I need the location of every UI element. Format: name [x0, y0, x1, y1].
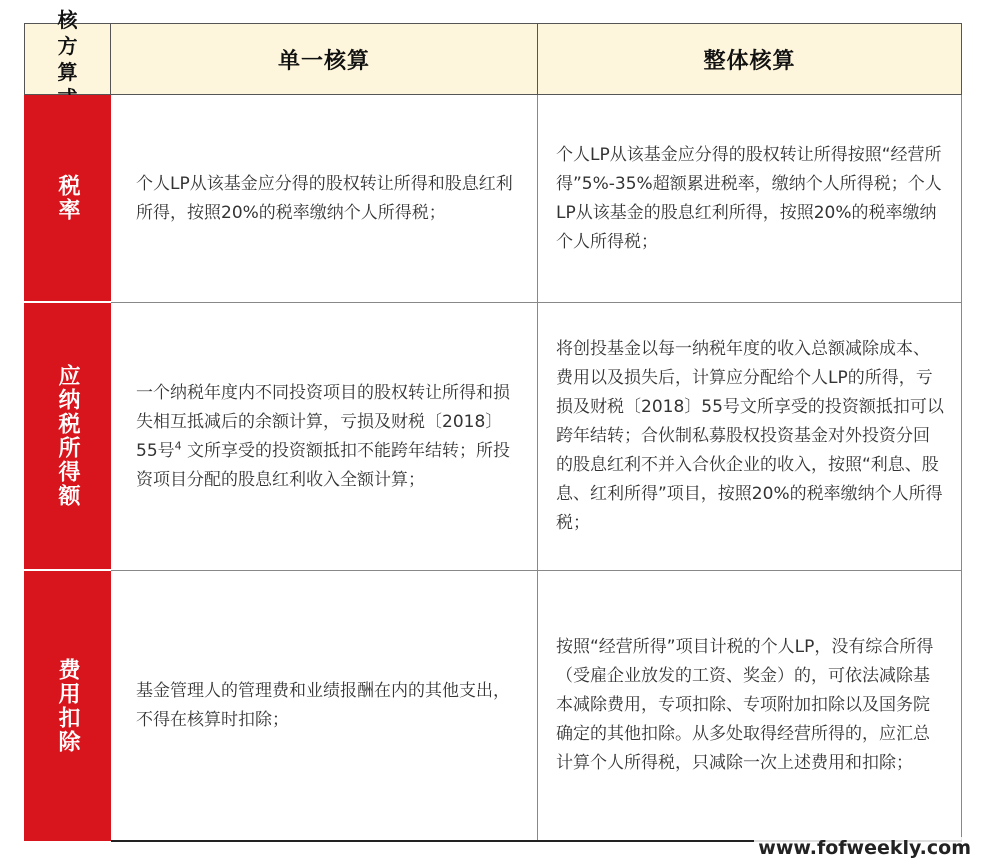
cell-text-part1: 一个纳税年度内不同投资项目的股权转让所得和损失相互抵减后的余额计算，亏损及财税〔2018〕55号 [136, 382, 510, 461]
header-single-cell [111, 23, 538, 95]
row-label-deductions [24, 571, 111, 841]
cell-text: 个人LP从该基金应分得的股权转让所得和股息红利所得，按照20%的税率缴纳个人所得税； [136, 173, 513, 223]
watermark: www.fofweekly.com [754, 837, 975, 859]
row-label-tax-rate [24, 95, 111, 303]
cell-tax-rate-single [111, 95, 538, 303]
cell-text: 基金管理人的管理费和业绩报酬在内的其他支出，不得在核算时扣除； [136, 680, 510, 730]
row-label-taxable-income [24, 303, 111, 571]
cell-deductions-single [111, 571, 538, 841]
header-whole-cell [538, 23, 962, 95]
header-whole-title: 整体核算 [703, 48, 796, 74]
header-corner-cell [24, 8, 111, 95]
cell-taxable-income-whole [538, 303, 962, 571]
row-label-text: 费用扣除 [55, 658, 80, 754]
cell-text: 按照“经营所得”项目计税的个人LP，没有综合所得（受雇企业放发的工资、奖金）的，可依法减除基本减除费用，专项扣除、专项附加扣除以及国务院确定的其他扣除。从多处取得经营所得的，应汇总计算个人所得税，只减除一次上述费用和扣除； [556, 637, 934, 773]
cell-tax-rate-whole [538, 95, 962, 303]
header-single-title: 单一核算 [277, 48, 370, 74]
cell-taxable-income-single [111, 303, 538, 571]
row-label-text: 应纳税所得额 [55, 364, 80, 508]
cell-text: 个人LP从该基金应分得的股权转让所得按照“经营所得”5%-35%超额累进税率，缴纳个人所得税；个人LP从该基金的股息红利所得，按照20%的税率缴纳个人所得税； [556, 144, 942, 252]
tax-comparison-table [24, 8, 962, 841]
cell-text [136, 379, 515, 495]
cell-text-part2: 文所享受的投资额抵扣不能跨年结转；所投资项目分配的股息红利收入全额计算； [136, 440, 511, 490]
footnote-marker: 4 [174, 438, 182, 452]
cell-deductions-whole [538, 571, 962, 841]
cell-text: 将创投基金以每一纳税年度的收入总额减除成本、费用以及损失后，计算应分配给个人LP的所得，亏损及财税〔2018〕55号文所享受的投资额抵扣可以跨年结转；合伙制私募股权投资基金对外投资分回的股息红利不并入合伙企业的收入，按照“利息、股息、红利所得”项目，按照20%的税率缴纳个人所得税； [556, 339, 944, 533]
row-label-text: 税率 [55, 174, 80, 222]
corner-label-line1: 核 方 [57, 8, 84, 58]
corner-label-line2: 算 [57, 60, 84, 84]
